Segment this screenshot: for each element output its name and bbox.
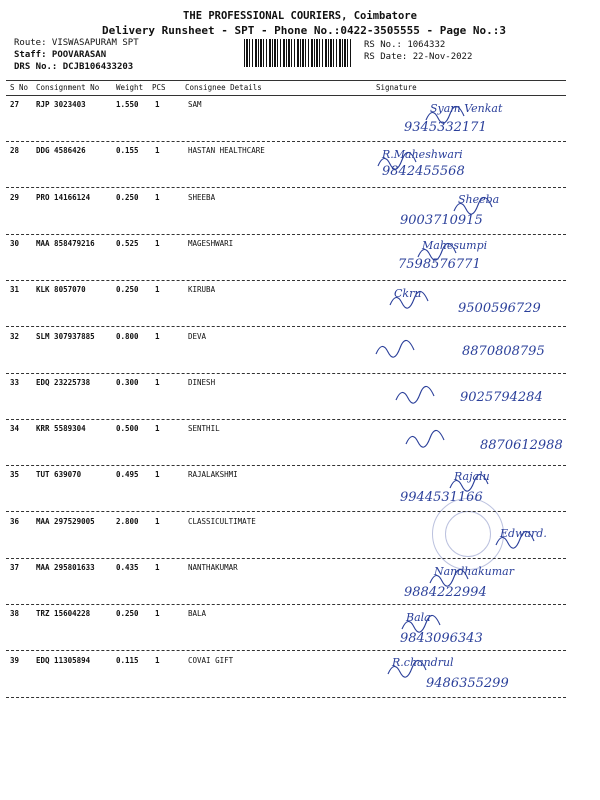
row-pcs: 1 (155, 563, 160, 572)
row-sno: 27 (10, 100, 20, 109)
signature-phone: 9025794284 (460, 389, 543, 405)
table-row (0, 559, 600, 605)
row-weight: 0.525 (116, 238, 139, 248)
row-consignment-no: TRZ 15604228 (36, 609, 91, 619)
table-row (0, 374, 600, 420)
signature-area (370, 96, 590, 142)
signature-phone: 9003710915 (400, 212, 483, 228)
table-row (0, 652, 600, 698)
row-consignment-no: MAA 297529005 (36, 516, 95, 526)
signature-area (370, 142, 590, 188)
row-pcs: 1 (155, 146, 160, 156)
row-pcs: 1 (155, 516, 160, 526)
row-pcs: 1 (155, 377, 160, 387)
row-consignment-no: DDG 4586426 (36, 146, 86, 156)
drs-label: DRS No.: DCJB106433203 (14, 62, 134, 72)
row-consignment-no: RJP 3023403 (36, 100, 86, 109)
row-consignment-no: MAA 295801633 (36, 563, 95, 572)
table-row (0, 281, 600, 327)
table-row (0, 605, 600, 651)
row-pcs: 1 (155, 470, 160, 480)
signature-area (370, 374, 590, 420)
col-weight: Weight (116, 83, 144, 92)
row-pcs: 1 (155, 609, 160, 619)
rs-number: RS No.: 1064332 (364, 40, 446, 50)
signature-area (370, 513, 590, 559)
row-consignee-name: SHEEBA (188, 192, 216, 202)
signature-phone: 8870612988 (480, 438, 563, 454)
col-sno: S No (10, 83, 29, 92)
row-weight: 0.250 (116, 192, 139, 202)
signature-name: Sheeba (458, 192, 500, 206)
col-consignee: Consignee Details (185, 83, 262, 92)
row-sno: 38 (10, 609, 20, 619)
row-divider (6, 697, 566, 698)
row-sno: 30 (10, 238, 20, 248)
row-consignee-name: SAM (188, 100, 202, 109)
table-row (0, 142, 600, 188)
header-top-rule (6, 80, 566, 81)
route-label: Route: VISWASAPURAM SPT (14, 38, 139, 48)
row-pcs: 1 (155, 192, 160, 202)
row-consignee-name: KIRUBA (188, 285, 216, 295)
row-weight: 0.495 (116, 470, 139, 480)
row-weight: 0.115 (116, 655, 139, 665)
signature-name: Mahesumpi (422, 238, 488, 252)
rs-date: RS Date: 22-Nov-2022 (364, 52, 473, 62)
signature-area (370, 652, 590, 698)
row-sno: 39 (10, 655, 20, 665)
signature-name: R.chandrul (392, 655, 454, 669)
row-sno: 32 (10, 331, 20, 341)
signature-phone: 9944531166 (400, 490, 483, 506)
signature-name: R.Maheshwari (382, 148, 463, 162)
row-pcs: 1 (155, 285, 160, 295)
barcode-icon (244, 39, 352, 67)
row-pcs: 1 (155, 655, 160, 665)
row-pcs: 1 (155, 424, 160, 434)
signature-scribble-icon (370, 513, 590, 559)
row-consignment-no: TUT 639070 (36, 470, 82, 480)
signature-area (370, 281, 590, 327)
row-sno: 31 (10, 285, 20, 295)
row-consignment-no: EDQ 23225738 (36, 377, 91, 387)
table-row (0, 96, 600, 142)
row-consignee-name: NANTHAKUMAR (188, 563, 238, 572)
signature-phone: 9884222994 (404, 585, 487, 600)
row-pcs: 1 (155, 331, 160, 341)
table-row (0, 466, 600, 512)
staff-label: Staff: POOVARASAN (14, 50, 107, 60)
row-consignee-name: CLASSICULTIMATE (188, 516, 256, 526)
row-consignee-name: HASTAN HEALTHCARE (188, 146, 265, 156)
signature-phone: 9500596729 (458, 301, 541, 317)
table-row (0, 420, 600, 466)
row-consignee-name: SENTHIL (188, 424, 220, 434)
signature-area (370, 189, 590, 235)
signature-name: Bala (406, 611, 431, 625)
signature-area (370, 235, 590, 281)
row-consignee-name: DINESH (188, 377, 216, 387)
signature-name: Ckru (394, 287, 422, 301)
company-title: THE PROFESSIONAL COURIERS, Coimbatore (183, 10, 417, 22)
signature-area (370, 328, 590, 374)
row-weight: 1.550 (116, 100, 139, 109)
signature-name: Edward. (500, 526, 547, 540)
row-consignee-name: RAJALAKSHMI (188, 470, 238, 480)
row-consignee-name: DEVA (188, 331, 207, 341)
row-sno: 36 (10, 516, 20, 526)
row-consignee-name: BALA (188, 609, 207, 619)
row-pcs: 1 (155, 100, 160, 109)
row-weight: 0.250 (116, 285, 139, 295)
signature-area (370, 605, 590, 651)
row-sno: 29 (10, 192, 20, 202)
row-consignment-no: MAA 858479216 (36, 238, 95, 248)
signature-name: Syam Venkat (430, 102, 503, 115)
row-weight: 0.435 (116, 563, 139, 572)
signature-phone: 9843096343 (400, 631, 483, 647)
row-consignment-no: EDQ 11305894 (36, 655, 91, 665)
row-sno: 33 (10, 377, 20, 387)
signature-phone: 9842455568 (382, 164, 465, 180)
signature-area (370, 559, 590, 605)
row-weight: 0.800 (116, 331, 139, 341)
col-signature: Signature (376, 83, 417, 92)
row-sno: 37 (10, 563, 20, 572)
row-weight: 0.300 (116, 377, 139, 387)
signature-name: Rajalu (454, 470, 490, 484)
row-weight: 2.800 (116, 516, 139, 526)
signature-name: Nandhakumar (434, 565, 514, 578)
table-row (0, 235, 600, 281)
row-consignee-name: MAGESHWARI (188, 238, 234, 248)
table-row (0, 189, 600, 235)
signature-phone: 8870808795 (462, 343, 545, 359)
row-sno: 34 (10, 424, 20, 434)
row-consignment-no: PRO 14166124 (36, 192, 91, 202)
table-row (0, 328, 600, 374)
row-consignee-name: COVAI GIFT (188, 655, 234, 665)
table-row (0, 513, 600, 559)
col-pcs: PCS (152, 83, 166, 92)
row-pcs: 1 (155, 238, 160, 248)
row-consignment-no: KLK 8057070 (36, 285, 86, 295)
row-weight: 0.500 (116, 424, 139, 434)
signature-area (370, 420, 590, 466)
row-weight: 0.250 (116, 609, 139, 619)
row-weight: 0.155 (116, 146, 139, 156)
runsheet-title: Delivery Runsheet - SPT - Phone No.:0422-3505555 - Page No.:3 (102, 24, 506, 37)
row-consignment-no: SLM 307937885 (36, 331, 95, 341)
row-consignment-no: KRR 5589304 (36, 424, 86, 434)
row-sno: 28 (10, 146, 20, 156)
signature-area (370, 466, 590, 512)
row-sno: 35 (10, 470, 20, 480)
signature-phone: 9345332171 (404, 120, 487, 135)
col-consignment: Consignment No (36, 83, 100, 92)
signature-phone: 7598576771 (398, 256, 481, 272)
signature-phone: 9486355299 (426, 675, 509, 691)
